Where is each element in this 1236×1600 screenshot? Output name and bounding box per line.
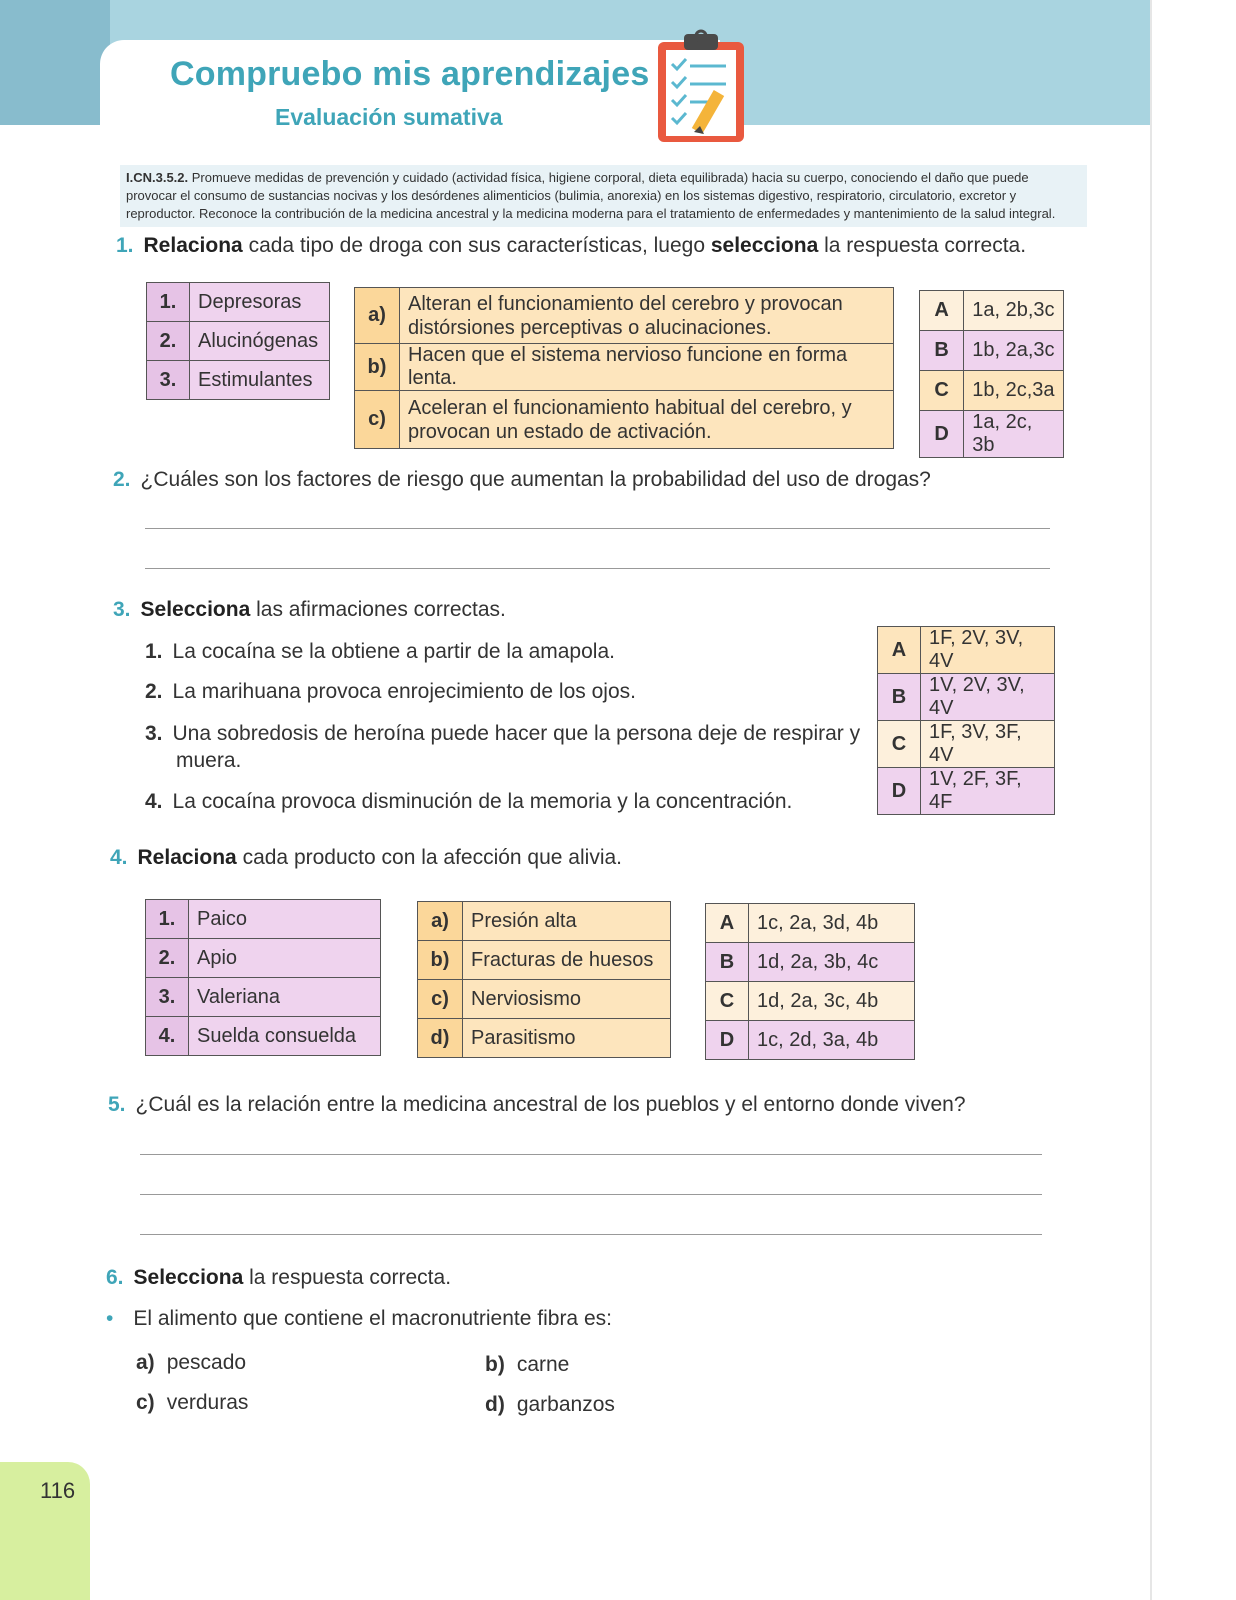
page-number: 116 <box>40 1478 76 1503</box>
statement-text: Una sobredosis de heroína puede hacer que la persona deje de respirar y muera. <box>172 722 861 772</box>
clipboard-checklist-icon <box>650 28 755 148</box>
question-text: cada producto con la afección que alivia. <box>242 846 622 869</box>
question-5 <box>108 1093 966 1117</box>
answer-option[interactable] <box>878 768 1055 815</box>
page-edge <box>1150 0 1236 1600</box>
item-letter: c) <box>418 980 463 1019</box>
option-value: 1d, 2a, 3b, 4c <box>749 943 915 982</box>
drug-type: Estimulantes <box>190 361 330 400</box>
answer-option[interactable] <box>920 411 1064 458</box>
ailment: Fracturas de huesos <box>463 941 671 980</box>
drug-trait: Alteran el funcionamiento del cerebro y provocan distórsiones perceptivas o alucinaciones. <box>400 288 894 344</box>
table-row <box>355 288 894 344</box>
question-6-prompt <box>106 1307 612 1331</box>
table-row <box>355 391 894 449</box>
answer-line[interactable] <box>145 568 1050 569</box>
option-text: carne <box>516 1353 570 1376</box>
instruction-verb: Selecciona <box>140 598 251 621</box>
statement-number: 3. <box>145 722 163 745</box>
answer-line[interactable] <box>145 528 1050 529</box>
instruction-verb: Selecciona <box>133 1266 244 1289</box>
option-value: 1b, 2c,3a <box>964 371 1064 411</box>
drug-type: Alucinógenas <box>190 322 330 361</box>
answer-option[interactable] <box>706 982 915 1021</box>
item-letter: a) <box>418 902 463 941</box>
drug-trait: Aceleran el funcionamiento habitual del cerebro, y provocan un estado de activación. <box>400 391 894 449</box>
option-key: D <box>920 411 964 458</box>
question-number: 6. <box>106 1266 124 1289</box>
option-key: B <box>878 674 921 721</box>
item-number: 1. <box>147 283 190 322</box>
statement <box>145 720 881 774</box>
question-text: ¿Cuál es la relación entre la medicina ancestral de los pueblos y el entorno donde viven? <box>135 1093 966 1116</box>
option-value: 1a, 2c, 3b <box>964 411 1064 458</box>
option-key: C <box>878 721 921 768</box>
instruction-verb: selecciona <box>710 234 819 257</box>
standard-code: I.CN.3.5.2. <box>126 170 189 185</box>
option-key: D <box>878 768 921 815</box>
standard-text: Promueve medidas de prevención y cuidado (actividad física, higiene corporal, dieta equilibrada) hacia su cuerpo, conociendo el daño que puede provocar el consumo de sustancias nocivas y los desórdenes alimenticios (bulimia, anorexia) en los sistemas digestivo, respiratorio, circulatorio, excretor y reproductor. Reconoce la contribución de la medicina ancestral y la medicina moderna para el tratamiento de enfermedades y mantenimiento de la salud integral. <box>126 170 1056 221</box>
table-row <box>147 361 330 400</box>
answer-line[interactable] <box>140 1154 1042 1155</box>
table-row <box>146 939 381 978</box>
table-row <box>146 1017 381 1056</box>
statement-text: La marihuana provoca enrojecimiento de los ojos. <box>172 680 636 703</box>
header-band-left <box>0 0 110 125</box>
option-key: A <box>920 291 964 331</box>
question-2 <box>113 468 931 492</box>
answer-options-q4 <box>705 903 915 1060</box>
table-row <box>147 283 330 322</box>
table-row <box>355 344 894 391</box>
item-letter: d) <box>418 1019 463 1058</box>
products-table <box>145 899 381 1056</box>
table-row <box>418 1019 671 1058</box>
option-letter: b) <box>485 1353 505 1376</box>
option-d[interactable] <box>485 1393 615 1417</box>
answer-option[interactable] <box>706 904 915 943</box>
instruction-verb: Relaciona <box>143 234 243 257</box>
option-value: 1F, 3V, 3F, 4V <box>921 721 1055 768</box>
item-number: 2. <box>146 939 189 978</box>
answer-option[interactable] <box>878 674 1055 721</box>
question-3 <box>113 598 506 622</box>
option-value: 1V, 2F, 3F, 4F <box>921 768 1055 815</box>
table-row <box>146 978 381 1017</box>
option-value: 1d, 2a, 3c, 4b <box>749 982 915 1021</box>
answer-line[interactable] <box>140 1234 1042 1235</box>
option-letter: c) <box>136 1391 155 1414</box>
question-4 <box>110 846 622 870</box>
instruction-verb: Relaciona <box>137 846 237 869</box>
item-letter: b) <box>418 941 463 980</box>
question-number: 1. <box>116 234 134 257</box>
question-text: la respuesta correcta. <box>249 1266 452 1289</box>
option-value: 1a, 2b,3c <box>964 291 1064 331</box>
product-name: Apio <box>189 939 381 978</box>
item-number: 3. <box>147 361 190 400</box>
item-letter: c) <box>355 391 400 449</box>
table-row <box>418 941 671 980</box>
option-text: verduras <box>166 1391 249 1414</box>
product-name: Valeriana <box>189 978 381 1017</box>
statement-number: 4. <box>145 790 163 813</box>
option-letter: d) <box>485 1393 505 1416</box>
item-number: 3. <box>146 978 189 1017</box>
statement <box>145 790 792 814</box>
question-text: las afirmaciones correctas. <box>256 598 506 621</box>
table-row <box>147 322 330 361</box>
bullet: • <box>106 1307 114 1330</box>
item-number: 2. <box>147 322 190 361</box>
ailment: Nerviosismo <box>463 980 671 1019</box>
option-value: 1c, 2a, 3d, 4b <box>749 904 915 943</box>
statement <box>145 640 615 664</box>
table-row <box>146 900 381 939</box>
option-letter: a) <box>136 1351 155 1374</box>
item-letter: a) <box>355 288 400 344</box>
page-title: Compruebo mis aprendizajes <box>170 55 650 93</box>
table-row <box>418 902 671 941</box>
option-value: 1V, 2V, 3V, 4V <box>921 674 1055 721</box>
option-a[interactable] <box>136 1351 246 1375</box>
question-1 <box>116 234 1026 258</box>
answer-option[interactable] <box>878 721 1055 768</box>
item-number: 4. <box>146 1017 189 1056</box>
ailment: Parasitismo <box>463 1019 671 1058</box>
table-row <box>418 980 671 1019</box>
ailments-table <box>417 901 671 1058</box>
drug-traits-table <box>354 287 894 449</box>
option-b[interactable] <box>485 1353 569 1377</box>
option-key: A <box>878 627 921 674</box>
answer-option[interactable] <box>878 627 1055 674</box>
option-text: garbanzos <box>516 1393 615 1416</box>
ailment: Presión alta <box>463 902 671 941</box>
option-value: 1b, 2a,3c <box>964 331 1064 371</box>
question-number: 2. <box>113 468 131 491</box>
question-number: 5. <box>108 1093 126 1116</box>
option-key: D <box>706 1021 749 1060</box>
product-name: Suelda consuelda <box>189 1017 381 1056</box>
drug-type: Depresoras <box>190 283 330 322</box>
option-value: 1c, 2d, 3a, 4b <box>749 1021 915 1060</box>
product-name: Paico <box>189 900 381 939</box>
statement-number: 1. <box>145 640 163 663</box>
option-text: pescado <box>166 1351 247 1374</box>
answer-option[interactable] <box>920 371 1064 411</box>
answer-options-q1 <box>919 290 1064 458</box>
answer-option[interactable] <box>920 291 1064 331</box>
question-text: ¿Cuáles son los factores de riesgo que aumentan la probabilidad del uso de drogas? <box>140 468 931 491</box>
answer-option[interactable] <box>706 1021 915 1060</box>
answer-options-q3 <box>877 626 1055 815</box>
question-number: 4. <box>110 846 128 869</box>
answer-line[interactable] <box>140 1194 1042 1195</box>
option-value: 1F, 2V, 3V, 4V <box>921 627 1055 674</box>
option-key: B <box>706 943 749 982</box>
option-key: C <box>706 982 749 1021</box>
option-c[interactable] <box>136 1391 248 1415</box>
option-key: A <box>706 904 749 943</box>
learning-standard <box>120 165 1087 227</box>
page-subtitle: Evaluación sumativa <box>275 104 503 130</box>
question-6 <box>106 1266 451 1290</box>
item-number: 1. <box>146 900 189 939</box>
question-text: la respuesta correcta. <box>824 234 1027 257</box>
prompt-text: El alimento que contiene el macronutriente fibra es: <box>133 1307 612 1330</box>
statement-text: La cocaína se la obtiene a partir de la amapola. <box>172 640 615 663</box>
drug-trait: Hacen que el sistema nervioso funcione en forma lenta. <box>400 344 894 391</box>
statement <box>145 680 636 704</box>
drug-types-table <box>146 282 330 400</box>
option-key: C <box>920 371 964 411</box>
statement-number: 2. <box>145 680 163 703</box>
item-letter: b) <box>355 344 400 391</box>
question-text: cada tipo de droga con sus características, luego <box>248 234 706 257</box>
answer-option[interactable] <box>920 331 1064 371</box>
statement-text: La cocaína provoca disminución de la memoria y la concentración. <box>172 790 793 813</box>
option-key: B <box>920 331 964 371</box>
answer-option[interactable] <box>706 943 915 982</box>
question-number: 3. <box>113 598 131 621</box>
